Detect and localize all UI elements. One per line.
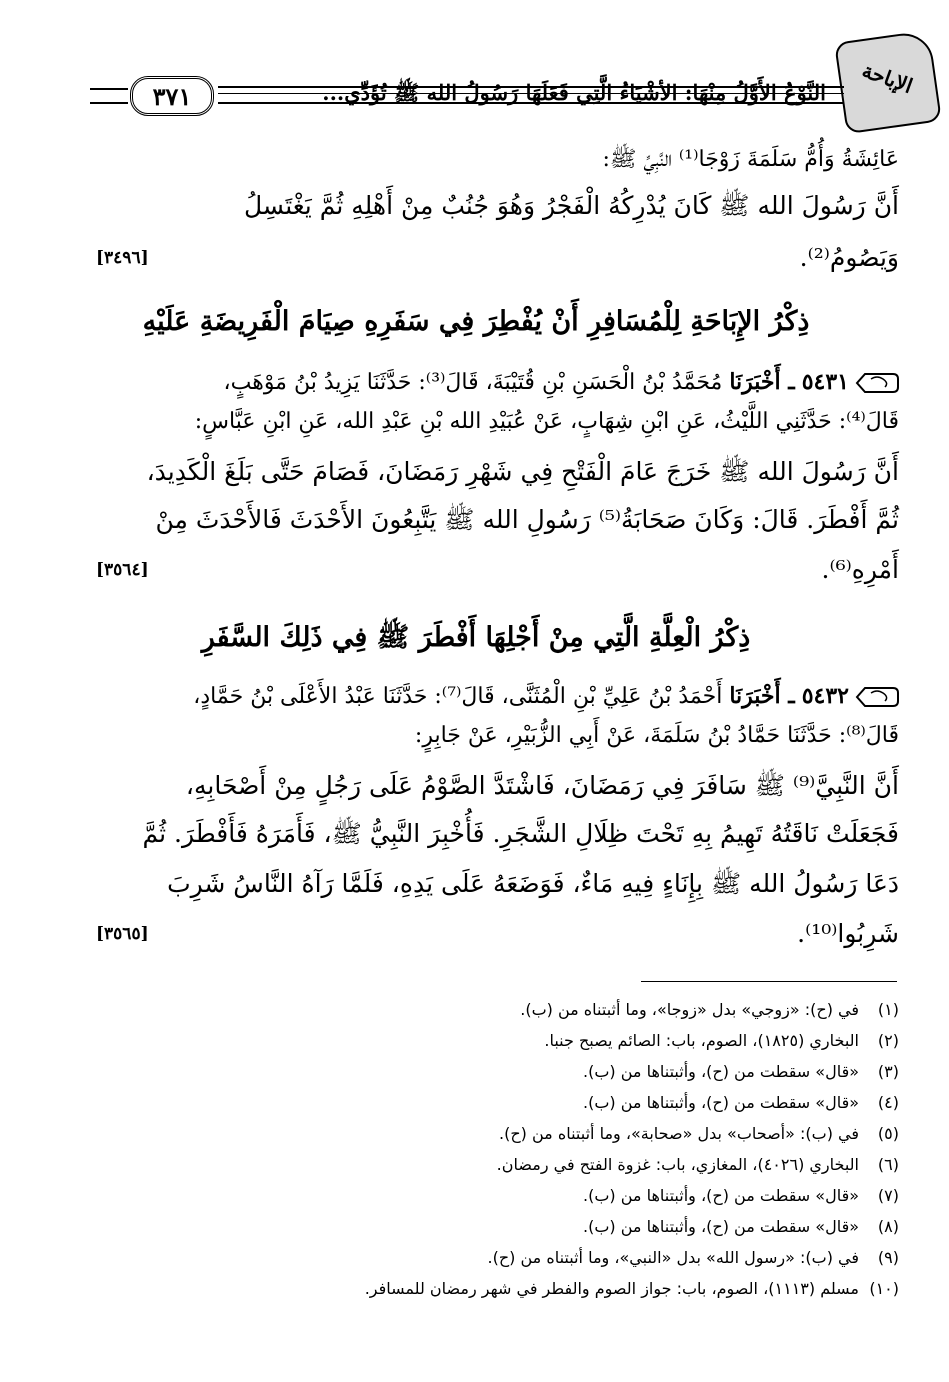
chapter-heading: ذِكْرُ الإِبَاحَةِ لِلْمُسَافِرِ أَنْ يُفْطِرَ فِي سَفَرِهِ صِيَامَ الْفَرِيضَةِ عَلَيْهِ	[142, 306, 810, 337]
text-line: عَائِشَةُ وَأُمُّ سَلَمَةَ زَوْجَا⁽¹⁾ النَّبِيِّ ﷺ:	[602, 147, 899, 172]
akhbarana-label: ـ أَخْبَرَنَا	[729, 369, 795, 395]
footnote-text: مسلم (١١١٣)، الصوم، باب: جواز الصوم والفطر في شهر رمضان للمسافر.	[364, 1279, 859, 1298]
chapter-heading: ذِكْرُ الْعِلَّةِ الَّتِي مِنْ أَجْلِهَا أَفْطَرَ ﷺ فِي ذَلِكَ السَّفَرِ	[201, 622, 751, 653]
text-line: أَنَّ رَسُولَ الله ﷺ كَانَ يُدْرِكُهُ الْفَجْرُ وَهُوَ جُنُبٌ مِنْ أَهْلِهِ ثُمَّ يَغْتَسِلُ	[243, 191, 899, 220]
footnote-number: (١)	[877, 1000, 899, 1019]
footnote-text: في (ب): «أصحاب» بدل «صحابة»، وما أثبتناه من (ح).	[499, 1124, 859, 1143]
footnote-text: «قال» سقطت من (ح)، وأثبتناها من (ب).	[583, 1093, 859, 1112]
footnote	[49, 1118, 899, 1149]
footnote-text: البخاري (٤٠٢٦)، المغازي، باب: غزوة الفتح في رمضان.	[496, 1155, 859, 1174]
footnote	[49, 1242, 899, 1273]
footnote-text: «قال» سقطت من (ح)، وأثبتناها من (ب).	[583, 1062, 859, 1081]
footnote-number: (٩)	[877, 1248, 899, 1267]
footnote	[49, 1087, 899, 1118]
text-line: فَجَعَلَتْ نَاقَتُهُ تَهِيمُ بِهِ تَحْتَ ظِلَالِ الشَّجَرِ. فَأُخْبِرَ النَّبِيُّ ﷺ، فَأَمَرَهُ فَأَفْطَرَ. ثُمَّ	[142, 819, 899, 848]
text-line: أَنَّ النَّبِيَّ⁽⁹⁾ ﷺ سَافَرَ فِي رَمَضَانَ، فَاشْتَدَّ الصَّوْمُ عَلَى رَجُلٍ مِنْ أَصْحَابِهِ،	[185, 771, 899, 800]
reference-number: [٣٤٩٦]	[96, 248, 149, 268]
footnote-number: (٦)	[877, 1155, 899, 1174]
footnote-text: «قال» سقطت من (ح)، وأثبتناها من (ب).	[583, 1186, 859, 1205]
footnote-number: (٥)	[877, 1124, 899, 1143]
hadith-number: ٥٤٣٢	[801, 683, 849, 709]
logo-text: الإباحة	[859, 57, 916, 99]
isnad-text: أَحْمَدُ بْنُ عَلِيِّ بْنِ الْمُثَنَّى، قَالَ⁽⁷⁾: حَدَّثَنَا عَبْدُ الأَعْلَى بْنُ حَمَّادٍ،	[193, 684, 723, 709]
footnote	[49, 994, 899, 1025]
footnote-number: (٨)	[877, 1217, 899, 1236]
footnote-text: «قال» سقطت من (ح)، وأثبتناها من (ب).	[583, 1217, 859, 1236]
footnote-text: في (ب): «رسول الله» بدل «النبي»، وما أثبتناه من (ح).	[487, 1248, 859, 1267]
footnote-separator	[641, 981, 897, 982]
footnote	[49, 1056, 899, 1087]
footnote	[49, 1180, 899, 1211]
footnote	[49, 1149, 899, 1180]
text-line: قَالَ⁽⁸⁾: حَدَّثَنَا حَمَّادُ بْنُ سَلَمَةَ، عَنْ أَبِي الزُّبَيْرِ، عَنْ جَابِرٍ:	[414, 723, 899, 748]
hadith-marker-icon	[855, 371, 899, 395]
reference-number: [٣٥٦٤]	[96, 560, 149, 580]
hadith-marker-icon	[855, 685, 899, 709]
hadith-isnad-line	[49, 676, 899, 717]
text-line: شَرِبُوا⁽¹⁰⁾.	[797, 919, 899, 948]
text-line: قَالَ⁽⁴⁾: حَدَّثَنِي اللَّيْثُ، عَنِ ابْنِ شِهَابٍ، عَنْ عُبَيْدِ الله بْنِ عَبْدِ الله، عَنِ ابْنِ عَبَّاسٍ:	[194, 409, 899, 434]
footnote-number: (٢)	[877, 1031, 899, 1050]
reference-number: [٣٥٦٥]	[96, 924, 149, 944]
header-rule-right	[218, 86, 844, 104]
isnad-text: مُحَمَّدُ بْنُ الْحَسَنِ بْنِ قُتَيْبَةَ، قَالَ⁽³⁾: حَدَّثَنَا يَزِيدُ بْنُ مَوْهَبٍ،	[223, 370, 723, 395]
footnote-text: في (ح): «زوجي» بدل «زوجا»، وما أثبتناه من (ب).	[520, 1000, 859, 1019]
footnote	[49, 1273, 899, 1304]
hadith-number: ٥٤٣١	[801, 369, 849, 395]
footnotes	[49, 994, 899, 1304]
header-rule-left	[90, 88, 128, 104]
footnote-number: (٤)	[877, 1093, 899, 1112]
text-line: أَنَّ رَسُولَ الله ﷺ خَرَجَ عَامَ الْفَتْحِ فِي شَهْرِ رَمَضَانَ، فَصَامَ حَتَّى بَلَغَ الْكَدِيدَ،	[146, 457, 899, 486]
text-line: وَيَصُومُ⁽²⁾.	[799, 243, 899, 272]
footnote-number: (٣)	[877, 1062, 899, 1081]
footnote	[49, 1025, 899, 1056]
footnote	[49, 1211, 899, 1242]
hadith-isnad-line	[49, 362, 899, 403]
running-title: النَّوْعُ الأَوَّلُ مِنْهَا: الأشْيَاءُ الَّتِي فَعَلَهَا رَسُولُ الله ﷺ تُؤَدِّي...	[322, 80, 826, 105]
footnote-number: (١٠)	[869, 1279, 899, 1298]
akhbarana-label: ـ أَخْبَرَنَا	[729, 683, 795, 709]
footnote-number: (٧)	[877, 1186, 899, 1205]
page-number-box	[130, 76, 214, 116]
page-header	[88, 36, 936, 128]
text-line: دَعَا رَسُولُ الله ﷺ بِإِنَاءٍ فِيهِ مَاءٌ، فَوَضَعَهُ عَلَى يَدِهِ، فَلَمَّا رَآهُ النَّاسُ شَرِبَ	[167, 869, 899, 898]
section-logo	[834, 30, 942, 134]
text-line: أَمْرِهِ⁽⁶⁾.	[821, 555, 899, 584]
text-line: ثُمَّ أَفْطَرَ. قَالَ: وَكَانَ صَحَابَةُ⁽⁵⁾ رَسُولِ الله ﷺ يَتَّبِعُونَ الأَحْدَثَ فَالأَحْدَثَ مِنْ	[155, 505, 899, 534]
footnote-text: البخاري (١٨٢٥)، الصوم، باب: الصائم يصبح جنبا.	[544, 1031, 859, 1050]
page-number: ٣٧١	[152, 82, 192, 111]
